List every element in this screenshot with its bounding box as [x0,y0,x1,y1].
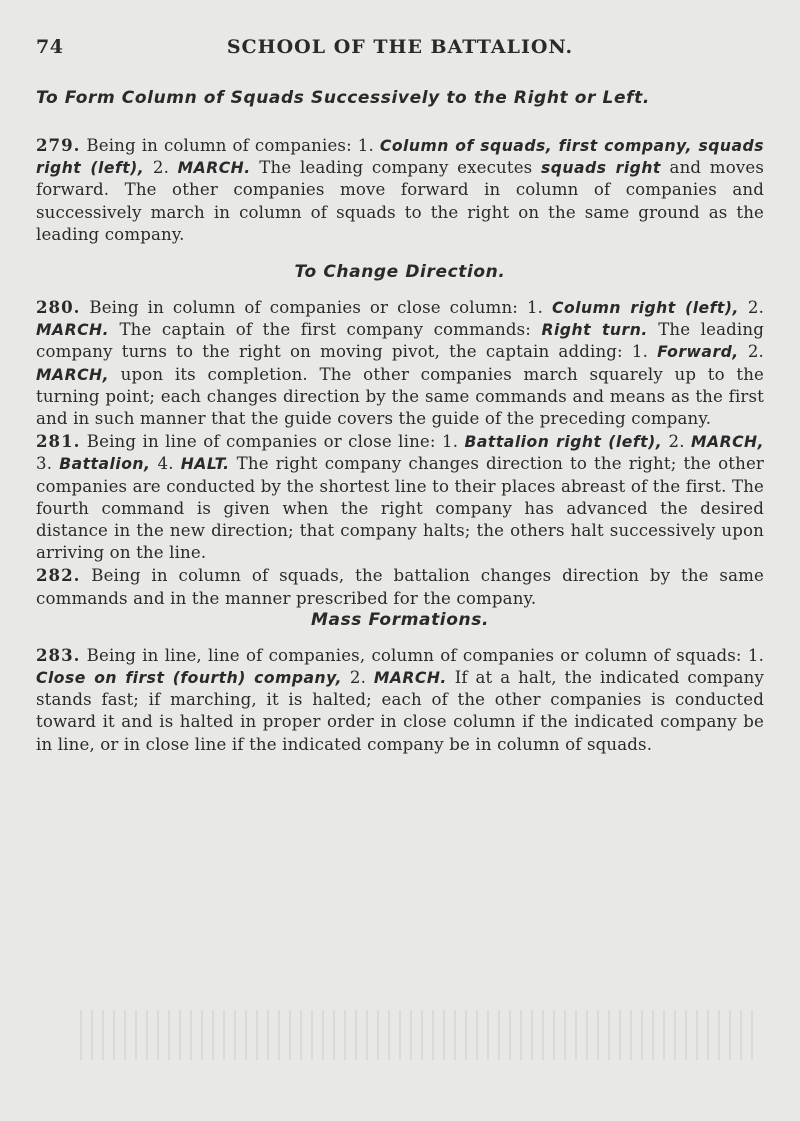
command-text: squads right [540,159,661,178]
paragraph-number: 280. [36,297,81,318]
paragraph-number: 279. [36,135,81,155]
command-text: Close on first (fourth) company, [36,669,343,688]
show-through-texture [80,1010,760,1060]
command-text: MARCH, [690,433,764,452]
section-heading: Mass Formations. [311,609,489,630]
section-change-direction [36,262,764,610]
command-text: Battalion, [59,455,151,474]
command-text: MARCH. [373,669,447,688]
paragraph-279: 279. Being in column of companies: 1. Column of squads, first company, squads right (left), 2. MARCH. The leading company executes squads right and moves forward. The other companies move forward in column of companies and successively march in column of squads to the right on the same ground as the leading company. [36,135,764,244]
command-text: Battalion right (left), [464,433,663,452]
command-text: Right turn. [541,321,648,340]
section-form-column [36,88,764,246]
paragraph-283: 283. Being in line, line of companies, column of companies or column of squads: 1. Close on first (fourth) company, 2. MARCH. If at a halt, the indicated company stands fast; if marching, it is halted; each of the other companies is conducted toward it and is halted in proper order in close column if the indicated company be in line, or in close line if the indicated company be in column of squads. [36,644,764,754]
paragraph-number: 281. [36,431,81,452]
command-text: Column right (left), [552,299,739,318]
command-text: HALT. [180,455,230,474]
section-heading: To Change Direction. [294,262,506,283]
command-text: MARCH. [36,321,110,340]
paragraph-280: 280. Being in column of companies or close column: 1. Column right (left), 2. MARCH. The captain of the first company commands: Right turn. The leading company turns to the right on moving pivot, the captain adding: 1. Forward, 2. MARCH, upon its completion. The other companies march squarely up to the turning point; each changes direction by the same commands and means as the first and in such manner that the guide covers the guide of the preceding company. [36,297,764,429]
command-text: MARCH. [177,159,251,178]
section-heading: To Form Column of Squads Successively to the Right or Left. [36,88,650,108]
command-text: Forward, [657,343,739,362]
page-header [36,36,764,68]
command-text: Column of squads, first company, squads right (left), [36,137,764,178]
running-title: SCHOOL OF THE BATTALION. [226,36,574,58]
paragraph-number: 283. [36,644,81,665]
page-number: 74 [36,36,64,58]
command-text: MARCH, [36,365,110,384]
section-mass-formations [36,610,764,756]
paragraph-281: 281. Being in line of companies or close line: 1. Battalion right (left), 2. MARCH, 3. Battalion, 4. HALT. The right company changes direction to the right; the other companies are conducted by the shortest line to their places abreast of the first. The fourth command is given when the right company has advanced the desired distance in the new direction; that company halts; the others halt successively upon arriving on the line. [36,431,765,563]
paragraph-282: 282. Being in column of squads, the battalion changes direction by the same commands and in the manner prescribed for the company. [36,565,764,608]
paragraph-number: 282. [36,565,81,586]
